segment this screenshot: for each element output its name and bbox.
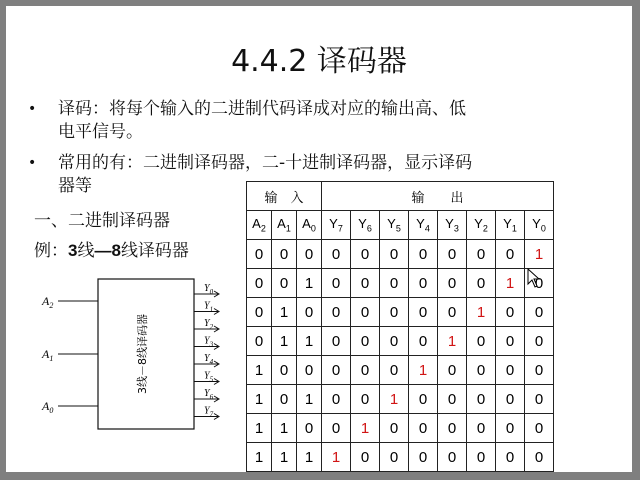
example-bold: —8 — [94, 241, 121, 260]
col-header-y1 — [496, 211, 525, 240]
input-cell: 1 — [272, 414, 297, 443]
output-cell: 0 — [409, 240, 438, 269]
input-cell: 0 — [297, 298, 322, 327]
output-cell: 0 — [496, 356, 525, 385]
col-header-label: $Y_3$ — [445, 216, 459, 234]
input-cell: 1 — [247, 385, 272, 414]
table-row — [247, 269, 554, 298]
output-cell: 0 — [525, 298, 554, 327]
decoder-chip-diagram — [28, 274, 228, 439]
output-label: $Y_7$ — [204, 405, 214, 419]
chip-label: 3线－8线译码器 — [136, 314, 149, 394]
output-cell: 0 — [351, 385, 380, 414]
output-cell: 0 — [380, 356, 409, 385]
output-cell: 0 — [467, 414, 496, 443]
output-cell: 0 — [525, 269, 554, 298]
input-cell: 0 — [297, 414, 322, 443]
col-header-label: $Y_7$ — [329, 216, 343, 234]
output-cell: 0 — [409, 269, 438, 298]
col-header-label: $Y_0$ — [532, 216, 546, 234]
example-prefix: 例： — [34, 241, 68, 261]
output-cell: 1 — [351, 414, 380, 443]
truth-table — [246, 181, 554, 472]
column-header-row — [247, 211, 554, 240]
col-header-y7 — [322, 211, 351, 240]
col-header-label: $Y_6$ — [358, 216, 372, 234]
bullet-decoding — [28, 98, 628, 144]
col-header-label: $A_2$ — [252, 216, 266, 234]
input-cell: 1 — [297, 385, 322, 414]
output-cell: 0 — [409, 443, 438, 472]
output-cell: 0 — [438, 298, 467, 327]
output-cell: 0 — [525, 385, 554, 414]
truth-table-body — [247, 240, 554, 472]
input-subscript: 1 — [49, 354, 54, 363]
output-cell: 0 — [467, 240, 496, 269]
input-label-a0 — [41, 399, 53, 415]
output-cell: 1 — [525, 240, 554, 269]
col-header-y2 — [467, 211, 496, 240]
col-header-a0 — [297, 211, 322, 240]
slide-title: 4.4.2 译码器 — [231, 44, 407, 79]
output-cell: 0 — [438, 240, 467, 269]
output-cell: 0 — [322, 356, 351, 385]
output-cell: 0 — [351, 240, 380, 269]
col-header-y6 — [351, 211, 380, 240]
bullet-line: 译码：将每个输入的二进制代码译成对应的输出高、低 — [58, 99, 466, 119]
output-cell: 0 — [525, 443, 554, 472]
input-header: 输 入 — [247, 182, 322, 211]
output-cell: 0 — [525, 327, 554, 356]
col-header-y4 — [409, 211, 438, 240]
section-heading: 一、二进制译码器 — [34, 211, 170, 231]
table-row — [247, 298, 554, 327]
output-cell: 1 — [409, 356, 438, 385]
table-row — [247, 327, 554, 356]
input-cell: 0 — [297, 356, 322, 385]
output-cell: 0 — [351, 298, 380, 327]
input-cell: 1 — [247, 414, 272, 443]
output-cell: 0 — [351, 443, 380, 472]
input-cell: 1 — [297, 269, 322, 298]
input-cell: 0 — [272, 269, 297, 298]
output-cell: 0 — [438, 414, 467, 443]
input-label: A — [42, 294, 50, 308]
output-cell: 0 — [438, 356, 467, 385]
output-cell: 0 — [496, 385, 525, 414]
output-cell: 0 — [380, 298, 409, 327]
output-header: 输 出 — [322, 182, 554, 211]
output-cell: 0 — [467, 356, 496, 385]
output-cell: 0 — [467, 327, 496, 356]
output-cell: 0 — [525, 414, 554, 443]
output-cell: 0 — [496, 298, 525, 327]
output-label: $Y_1$ — [204, 300, 214, 314]
output-cell: 0 — [467, 443, 496, 472]
bullet-line: 器等 — [58, 176, 92, 196]
example-suffix: 线译码器 — [120, 241, 189, 261]
output-cell: 0 — [351, 327, 380, 356]
input-cell: 0 — [247, 240, 272, 269]
slide — [6, 6, 632, 472]
output-cell: 1 — [496, 269, 525, 298]
input-cell: 0 — [247, 327, 272, 356]
output-cell: 0 — [496, 443, 525, 472]
bullet-line: 常用的有：二进制译码器，二-十进制译码器，显示译码 — [58, 153, 473, 173]
output-cell: 0 — [380, 327, 409, 356]
input-cell: 0 — [272, 356, 297, 385]
input-label: A — [42, 399, 50, 413]
output-label: $Y_3$ — [204, 335, 214, 349]
output-cell: 0 — [380, 443, 409, 472]
input-cell: 1 — [272, 327, 297, 356]
col-header-a2 — [247, 211, 272, 240]
output-lines — [194, 283, 219, 420]
output-cell: 0 — [496, 414, 525, 443]
output-label: $Y_0$ — [204, 283, 214, 296]
output-cell: 0 — [322, 385, 351, 414]
input-cell: 1 — [247, 356, 272, 385]
output-cell: 0 — [496, 327, 525, 356]
example-bold: 3 — [68, 241, 78, 260]
col-header-label: $Y_5$ — [387, 216, 401, 234]
output-cell: 0 — [438, 269, 467, 298]
output-cell: 0 — [322, 269, 351, 298]
table-row — [247, 385, 554, 414]
col-header-y5 — [380, 211, 409, 240]
bullet-dot-icon: • — [28, 155, 37, 171]
output-cell: 1 — [322, 443, 351, 472]
output-cell: 0 — [380, 240, 409, 269]
output-cell: 0 — [409, 414, 438, 443]
output-cell: 0 — [380, 269, 409, 298]
input-label-a2 — [41, 294, 53, 310]
col-header-y3 — [438, 211, 467, 240]
output-cell: 0 — [409, 385, 438, 414]
input-cell: 0 — [272, 240, 297, 269]
output-cell: 0 — [322, 298, 351, 327]
output-cell: 0 — [351, 356, 380, 385]
table-row — [247, 240, 554, 269]
col-header-a1 — [272, 211, 297, 240]
output-label: $Y_4$ — [204, 353, 214, 366]
output-label: $Y_2$ — [204, 318, 214, 331]
output-cell: 0 — [467, 385, 496, 414]
input-label: A — [42, 347, 50, 361]
output-cell: 0 — [438, 385, 467, 414]
output-cell: 0 — [525, 356, 554, 385]
input-label-a1 — [41, 347, 53, 363]
output-cell: 0 — [438, 443, 467, 472]
output-cell: 0 — [380, 414, 409, 443]
input-cell: 0 — [297, 240, 322, 269]
mouse-cursor-icon — [527, 268, 541, 288]
table-row — [247, 443, 554, 472]
col-header-label: $A_1$ — [277, 216, 291, 234]
bullet-dot-icon: • — [28, 101, 37, 117]
output-cell: 0 — [322, 414, 351, 443]
output-cell: 0 — [322, 327, 351, 356]
output-cell: 0 — [409, 298, 438, 327]
example-line — [34, 236, 189, 261]
output-cell: 0 — [467, 269, 496, 298]
output-cell: 1 — [438, 327, 467, 356]
bullet-line: 电平信号。 — [58, 122, 143, 142]
example-mid: 线 — [77, 241, 95, 261]
input-cell: 1 — [272, 443, 297, 472]
input-subscript: 2 — [49, 301, 54, 310]
input-cell: 1 — [297, 443, 322, 472]
output-cell: 0 — [409, 327, 438, 356]
output-label: $Y_5$ — [204, 370, 214, 384]
input-cell: 1 — [272, 298, 297, 327]
input-cell: 0 — [247, 298, 272, 327]
output-cell: 0 — [322, 240, 351, 269]
output-label: $Y_6$ — [204, 388, 214, 401]
output-cell: 1 — [467, 298, 496, 327]
input-cell: 1 — [247, 443, 272, 472]
input-cell: 1 — [297, 327, 322, 356]
output-cell: 0 — [351, 269, 380, 298]
input-cell: 0 — [272, 385, 297, 414]
input-cell: 0 — [247, 269, 272, 298]
col-header-y0 — [525, 211, 554, 240]
col-header-label: $Y_2$ — [474, 216, 488, 234]
col-header-label: $Y_4$ — [416, 216, 430, 234]
table-row — [247, 414, 554, 443]
input-subscript: 0 — [49, 406, 54, 415]
col-header-label: $A_0$ — [302, 216, 316, 234]
col-header-label: $Y_1$ — [503, 216, 517, 234]
output-cell: 1 — [380, 385, 409, 414]
table-row — [247, 356, 554, 385]
output-cell: 0 — [496, 240, 525, 269]
